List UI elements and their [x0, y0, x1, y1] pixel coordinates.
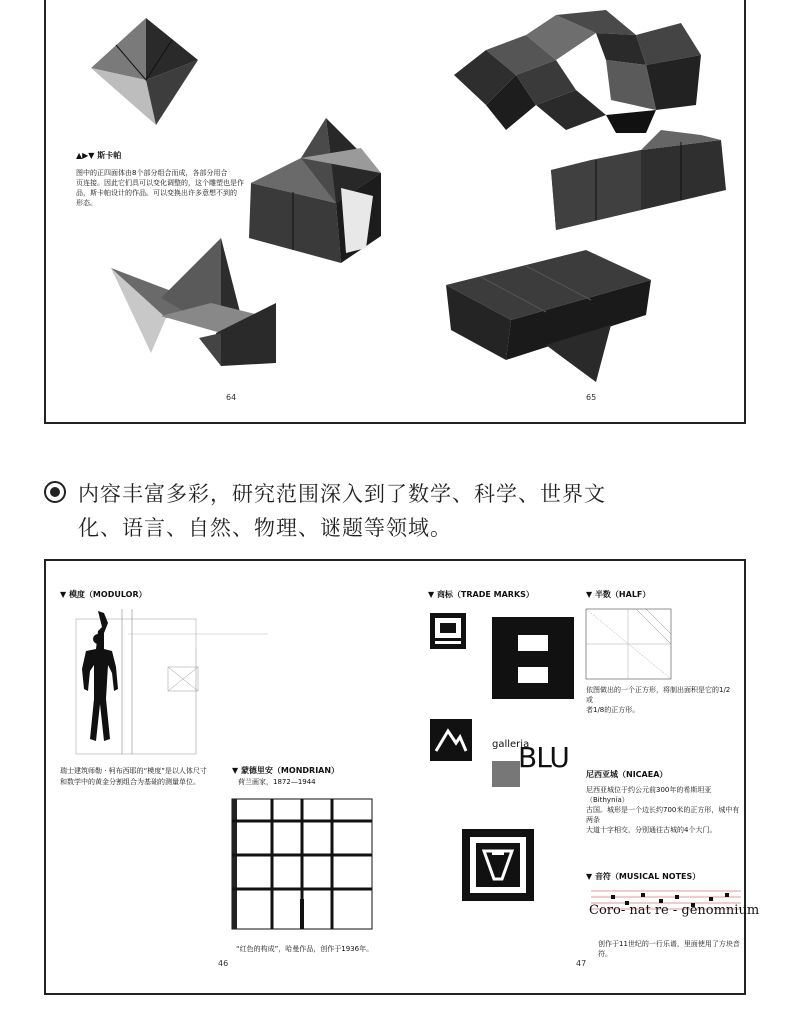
half-folding-diagram — [586, 609, 671, 679]
caption-line: 品，斯卡帕设计的作品。可以变换出许多意想不到的 — [76, 189, 237, 197]
top-book-spread — [44, 0, 746, 424]
trademarks-heading: ▼ 商标（TRADE MARKS） — [428, 590, 534, 599]
caption-line: 瑞士建筑师勒 · 柯布西耶的“模度”是以人体尺寸 — [60, 767, 207, 775]
modulor-heading: ▼ 模度（MODULOR） — [60, 590, 147, 599]
caption-line: 页连接。因此它们具可以变化调整的，这个雕塑也是作 — [76, 179, 244, 187]
caption-line: 大道十字相交，分别通往古城的4个大门。 — [586, 826, 717, 834]
tetrahedron-sculpture-image — [86, 10, 206, 130]
musical-score-lyrics: Coro- nat re - genomnium — [589, 903, 760, 918]
bullet-text-line-2: 化、语言、自然、物理、谜题等领域。 — [78, 516, 452, 540]
mondrian-painting-image — [232, 799, 372, 929]
caption-line: 尼西亚城位于约公元前300年的希斯坦亚（Bithynia） — [586, 786, 712, 804]
musical-notes-heading: ▼ 音符（MUSICAL NOTES） — [586, 872, 701, 881]
half-heading: ▼ 半数（HALF） — [586, 590, 651, 599]
blu-logo-text: BLU — [518, 741, 569, 774]
caption-line: 图中的正四面体由8个部分组合而成，各部分用合 — [76, 169, 228, 177]
chain-sculpture-image — [446, 5, 716, 135]
bullet-text-line-1: 内容丰富多彩，研究范围深入到了数学、科学、世界文 — [78, 482, 606, 506]
trademark-logo-triangle — [462, 829, 534, 901]
trademark-logo-block — [492, 617, 574, 699]
galleria-logo-grey-block — [492, 761, 520, 787]
bullet-icon — [44, 481, 66, 503]
page-number-right: 65 — [586, 393, 597, 402]
page-number-right: 47 — [576, 959, 587, 968]
page-number-left: 46 — [218, 959, 229, 968]
block-sculpture-image — [446, 250, 666, 385]
trademark-logo-q — [430, 613, 466, 649]
mondrian-caption: “红色的构成”，哈曼作品，创作于1936年。 — [236, 945, 374, 953]
bar-sculpture-image — [551, 130, 731, 230]
caption-line: 和数学中的黄金分割组合为基础的测量单位。 — [60, 778, 200, 786]
modulor-caption — [60, 766, 260, 788]
page-number-left: 64 — [226, 393, 237, 402]
scarpa-heading: ▲▶▼ 斯卡帕 — [76, 151, 122, 160]
caption-line: 古国。城形是一个边长约700米的正方形，城中有两条 — [586, 806, 740, 824]
mondrian-heading: ▼ 蒙德里安（MONDRIAN） — [232, 766, 340, 775]
galleria-logo-text: galleria — [492, 739, 530, 750]
half-caption — [586, 685, 736, 715]
nicaea-heading: 尼西亚城（NICAEA） — [586, 770, 668, 779]
bird-shape-sculpture-image — [111, 238, 286, 378]
trademark-logo-mountain — [430, 719, 472, 761]
scarpa-caption — [76, 168, 256, 208]
caption-line: 者1/8的正方形。 — [586, 706, 640, 714]
nicaea-caption — [586, 785, 746, 835]
bottom-book-spread — [44, 559, 760, 995]
musical-notes-caption: 创作于11世纪的一行乐谱，里面使用了方块音符。 — [598, 940, 740, 958]
modulor-figure-image — [68, 609, 268, 754]
mondrian-subheading: 荷兰画家，1872—1944 — [238, 778, 316, 786]
caption-line: 依图做出的一个正方形，将制出面积是它的1/2或 — [586, 686, 731, 704]
caption-line: 形态。 — [76, 199, 97, 207]
